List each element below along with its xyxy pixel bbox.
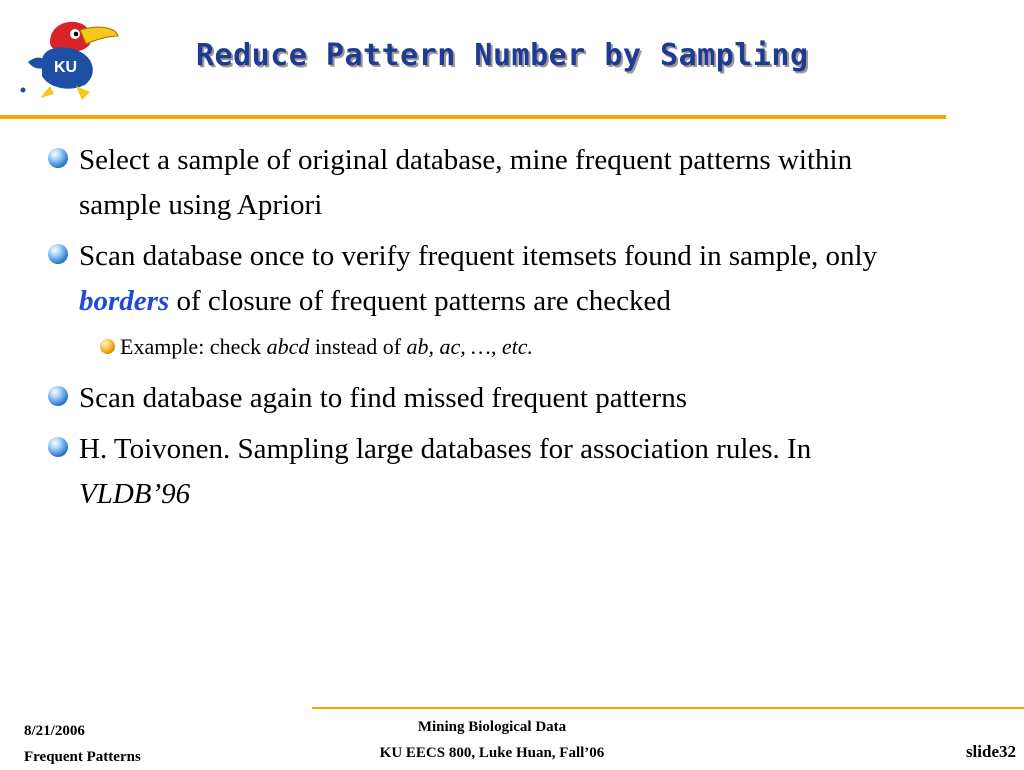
slide-content — [48, 138, 928, 523]
bullet-orb-icon — [48, 148, 68, 168]
sub-bullet-item — [100, 330, 928, 364]
footer-course-title: Mining Biological Data — [417, 719, 567, 735]
emphasized-term: borders — [79, 285, 170, 317]
italic-citation: VLDB’96 — [79, 478, 191, 510]
bullet-item — [48, 138, 928, 228]
footer-topic: Frequent Patterns — [24, 749, 141, 765]
italic-term: ab, ac, …, etc. — [406, 334, 533, 359]
bullet-text: Scan database once to verify frequent itemsets found in sample, only — [79, 240, 878, 272]
slide-number: slide32 — [965, 742, 1016, 761]
bullet-text: Select a sample of original database, mine frequent patterns within sample using Apriori — [79, 144, 853, 221]
ku-logo-text: KU — [54, 59, 78, 76]
bullet-text: Scan database again to find missed frequent patterns — [79, 382, 687, 414]
slide-title: Reduce Pattern Number by Sampling — [196, 38, 809, 73]
bullet-item — [48, 376, 928, 421]
bullet-orb-icon — [48, 244, 68, 264]
sub-bullet-text: instead of — [309, 334, 407, 359]
bullet-text: H. Toivonen. Sampling large databases for association rules. In — [79, 433, 812, 465]
footer-course-info: KU EECS 800, Luke Huan, Fall’06 — [379, 745, 605, 761]
sub-bullet-text: Example: check — [120, 334, 267, 359]
italic-term: abcd — [266, 334, 310, 359]
jayhawk-logo — [20, 14, 120, 104]
footer-divider — [312, 707, 1024, 709]
footer-center — [312, 714, 672, 766]
footer-left — [24, 718, 141, 770]
bullet-item — [48, 234, 928, 324]
bullet-orb-icon — [48, 437, 68, 457]
bullet-item — [48, 427, 928, 517]
footer-date: 8/21/2006 — [24, 723, 85, 739]
bullet-orb-icon — [48, 386, 68, 406]
bullet-text: of closure of frequent patterns are checked — [169, 285, 671, 317]
title-divider — [0, 115, 946, 119]
sub-bullet-orb-icon — [100, 339, 115, 354]
